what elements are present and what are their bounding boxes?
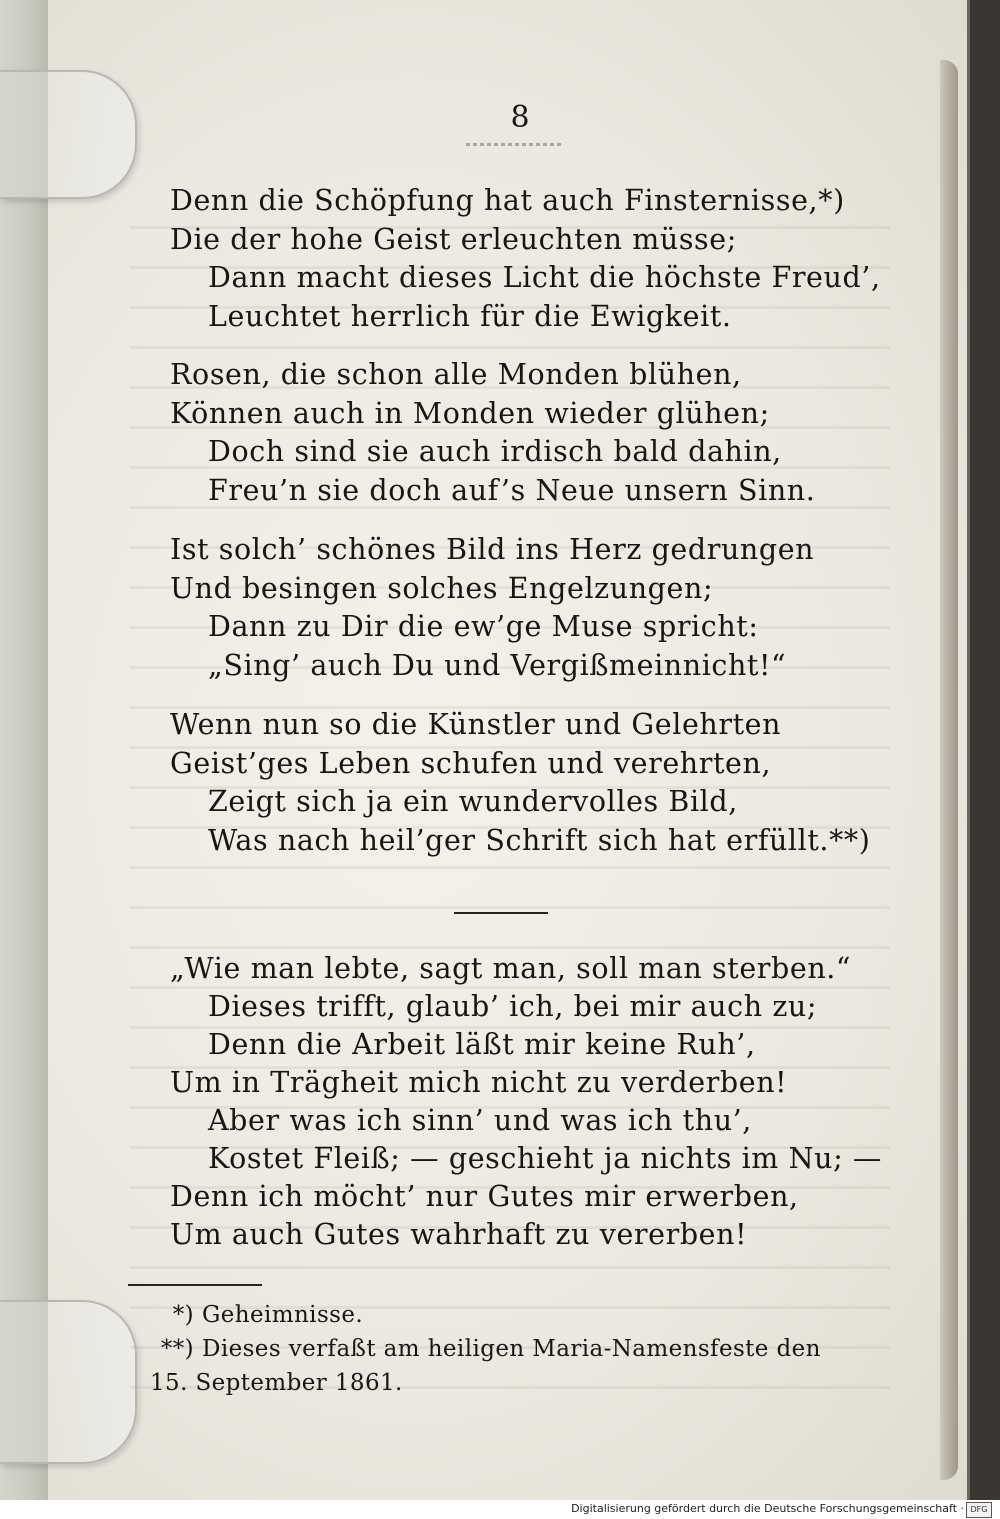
poem-line: Um auch Gutes wahrhaft zu vererben! xyxy=(170,1218,748,1251)
poem-line: Rosen, die schon alle Monden blühen, xyxy=(170,358,742,391)
poem-second xyxy=(170,950,910,1254)
poem-line: Zeigt sich ja ein wundervolles Bild, xyxy=(208,785,738,818)
poem-line: Um in Trägheit mich nicht zu verderben! xyxy=(170,1066,788,1099)
footnote-rule xyxy=(128,1284,262,1286)
poem-line: Geist’ges Leben schufen und verehrten, xyxy=(170,746,772,780)
poem-line: Freu’n sie doch auf’s Neue unsern Sinn. xyxy=(208,473,816,507)
poem-line: Doch sind sie auch irdisch bald dahin, xyxy=(208,435,782,468)
poem-line: Können auch in Monden wieder glühen; xyxy=(170,396,770,430)
page-holder-clip-top xyxy=(0,70,137,199)
footnote-mark: *) xyxy=(172,1302,194,1328)
stanza xyxy=(170,182,910,336)
funding-credit: Digitalisierung gefördert durch die Deutsche Forschungsgemeinschaft · xyxy=(571,1502,964,1515)
footnote-continuation xyxy=(150,1366,910,1400)
poem-line: „Wie man lebte, sagt man, soll man sterben.“ xyxy=(170,952,852,985)
page-number: 8 xyxy=(510,100,530,135)
page-edge xyxy=(940,60,958,1480)
poem-line: Aber was ich sinn’ und was ich thu’, xyxy=(208,1104,752,1137)
poem-line: Dann zu Dir die ew’ge Muse spricht: xyxy=(208,610,759,643)
poem-line: Denn ich möcht’ nur Gutes mir erwerben, xyxy=(170,1180,799,1213)
poem-line: Und besingen solches Engelzungen; xyxy=(170,571,714,605)
footnote-mark: **) xyxy=(160,1336,194,1362)
poem-line: Ist solch’ schönes Bild ins Herz gedrungen xyxy=(170,533,815,566)
footnote xyxy=(150,1298,910,1332)
poem-line: „Sing’ auch Du und Vergißmeinnicht!“ xyxy=(208,648,787,682)
poem-line: Wenn nun so die Künstler und Gelehrten xyxy=(170,708,782,741)
poem-line: Was nach heil’ger Schrift sich hat erfüllt.**) xyxy=(208,823,871,857)
poem-line: Denn die Arbeit läßt mir keine Ruh’, xyxy=(208,1028,756,1061)
footnote-text: 15. September 1861. xyxy=(150,1370,403,1396)
footnotes xyxy=(150,1298,910,1400)
poem-line: Leuchtet herrlich für die Ewigkeit. xyxy=(208,299,732,333)
poem-line: Dann macht dieses Licht die höchste Freud’, xyxy=(208,261,881,294)
stanza xyxy=(170,531,910,685)
stanza xyxy=(170,706,910,860)
footnote xyxy=(150,1332,910,1366)
dfg-logo: DFG xyxy=(966,1502,992,1518)
footnote-text: Dieses verfaßt am heiligen Maria-Namensfeste den xyxy=(202,1336,821,1362)
poem-line: Denn die Schöpfung hat auch Finsternisse,*) xyxy=(170,184,845,217)
book-binding xyxy=(0,0,48,1500)
page-number-ornament xyxy=(466,143,562,146)
poem-first xyxy=(170,182,910,860)
page-holder-clip-bottom xyxy=(0,1300,137,1464)
footnote-text: Geheimnisse. xyxy=(202,1302,364,1328)
poem-line: Die der hohe Geist erleuchten müsse; xyxy=(170,222,737,256)
poem-line: Kostet Fleiß; — geschieht ja nichts im Nu; — xyxy=(208,1142,883,1175)
poem-line: Dieses trifft, glaub’ ich, bei mir auch zu; xyxy=(208,990,818,1023)
stanza xyxy=(170,356,910,510)
section-divider xyxy=(454,912,548,914)
